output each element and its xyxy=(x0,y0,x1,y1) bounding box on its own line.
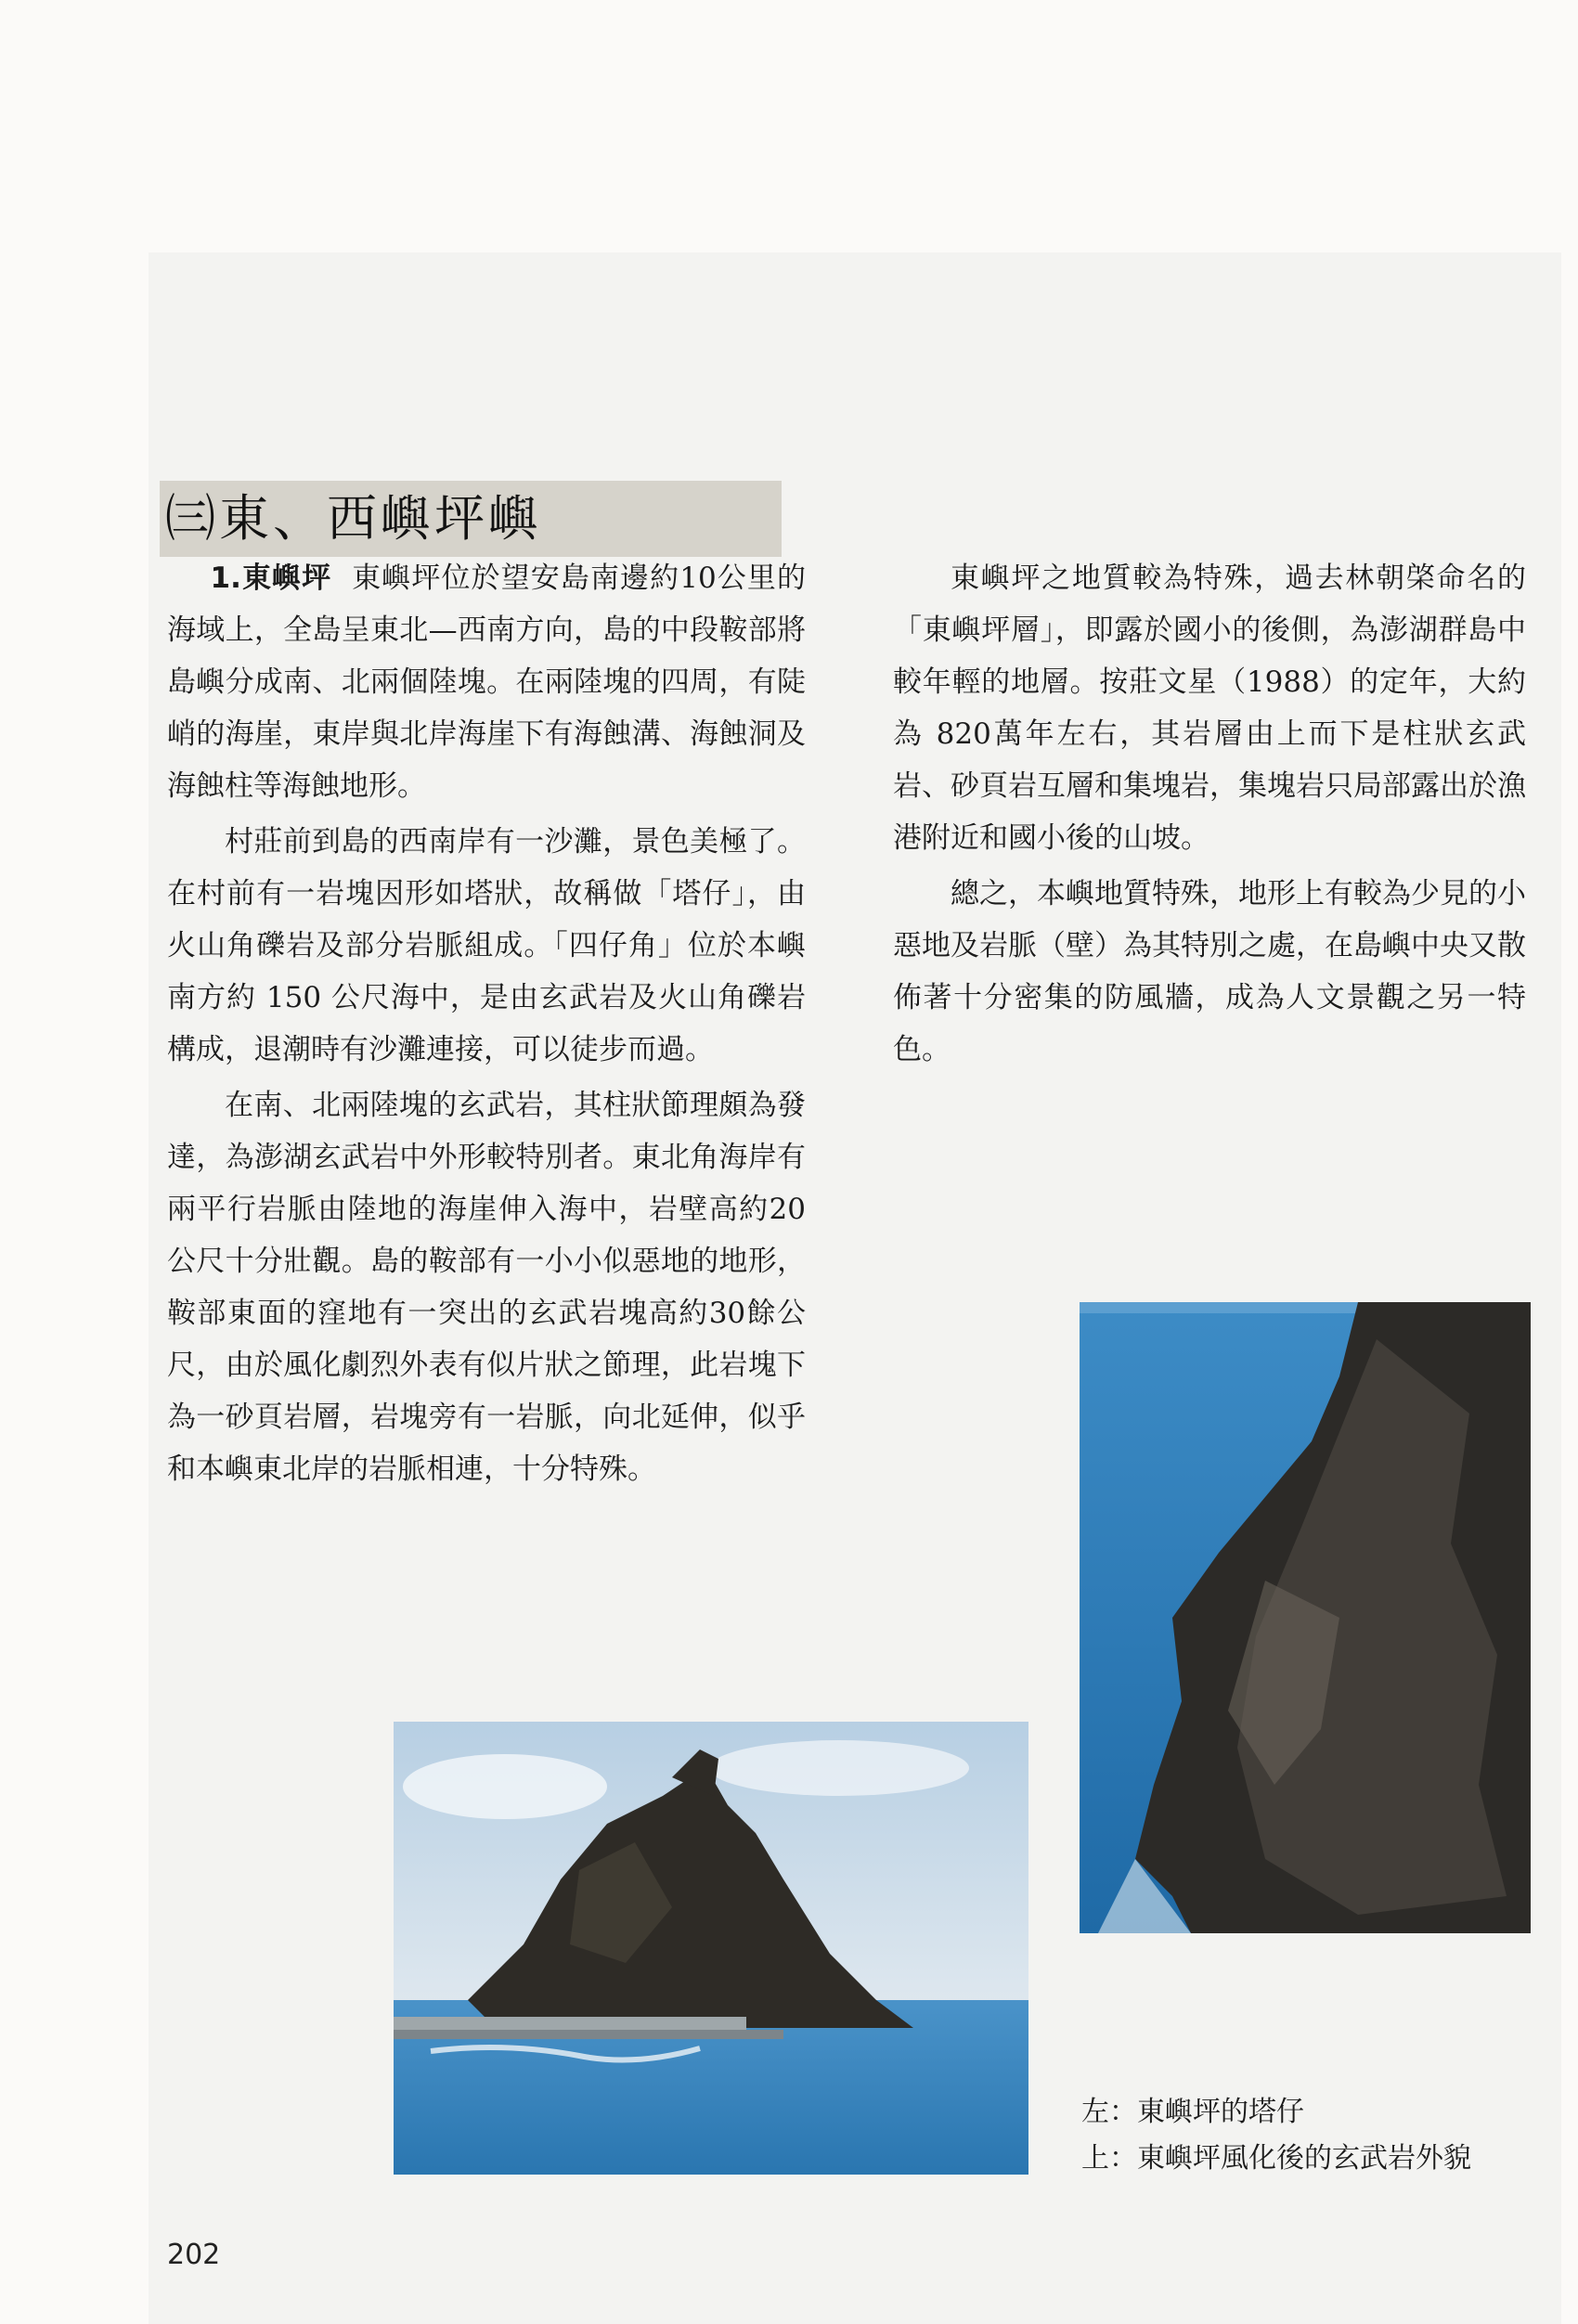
paragraph: 在南、北兩陸塊的玄武岩，其柱狀節理頗為發達，為澎湖玄武岩中外形較特別者。東北角海岸有兩平行岩脈由陸地的海崖伸入海中，岩壁高約20公尺十分壯觀。島的鞍部有一小小似惡地的地形，鞍部東面的窪地有一突出的玄武岩塊高約30餘公尺，由於風化劇烈外表有似片狀之節理，此岩塊下為一砂頁岩層，岩塊旁有一岩脈，向北延伸，似乎和本嶼東北岸的岩脈相連，十分特殊。 xyxy=(167,1089,806,1486)
paragraph: 東嶼坪之地質較為特殊，過去林朝棨命名的「東嶼坪層」，即露於國小的後側，為澎湖群島中較年輕的地層。按莊文星（1988）的定年，大約為 820萬年左右，其岩層由上而下是柱狀玄武岩、砂頁岩互層和集塊岩，集塊岩只局部露出於漁港附近和國小後的山坡。 xyxy=(893,562,1526,855)
paragraph: 村莊前到島的西南岸有一沙灘，景色美極了。在村前有一岩塊因形如塔狀，故稱做「塔仔」，由火山角礫岩及部分岩脈組成。「四仔角」位於本嶼南方約 150 公尺海中，是由玄武岩及火山角礫岩構成，退潮時有沙灘連接，可以徒步而過。 xyxy=(167,825,806,1066)
basalt-cliff-photo xyxy=(1080,1302,1531,1933)
photo-caption-top: 上：東嶼坪風化後的玄武岩外貌 xyxy=(1081,2142,1471,2175)
paragraph xyxy=(167,552,806,812)
left-text-column xyxy=(167,552,806,1495)
paragraph-text: 東嶼坪位於望安島南邊約10公里的海域上，全島呈東北—西南方向，島的中段鞍部將島嶼分成南、北兩個陸塊。在兩陸塊的四周，有陡峭的海崖，東岸與北岸海崖下有海蝕溝、海蝕洞及海蝕柱等海蝕地形。 xyxy=(167,562,806,803)
page-number: 202 xyxy=(167,2239,221,2271)
section-heading: ㈢東、西嶼坪嶼 xyxy=(165,489,542,548)
tazai-rock-photo xyxy=(394,1722,1028,2175)
paragraph: 總之，本嶼地質特殊，地形上有較為少見的小惡地及岩脈（壁）為其特別之處，在島嶼中央又散佈著十分密集的防風牆，成為人文景觀之另一特色。 xyxy=(893,877,1526,1066)
photo-caption-left: 左：東嶼坪的塔仔 xyxy=(1081,2096,1304,2128)
subsection-label: 1.東嶼坪 xyxy=(210,562,332,595)
right-text-column xyxy=(893,552,1526,1076)
